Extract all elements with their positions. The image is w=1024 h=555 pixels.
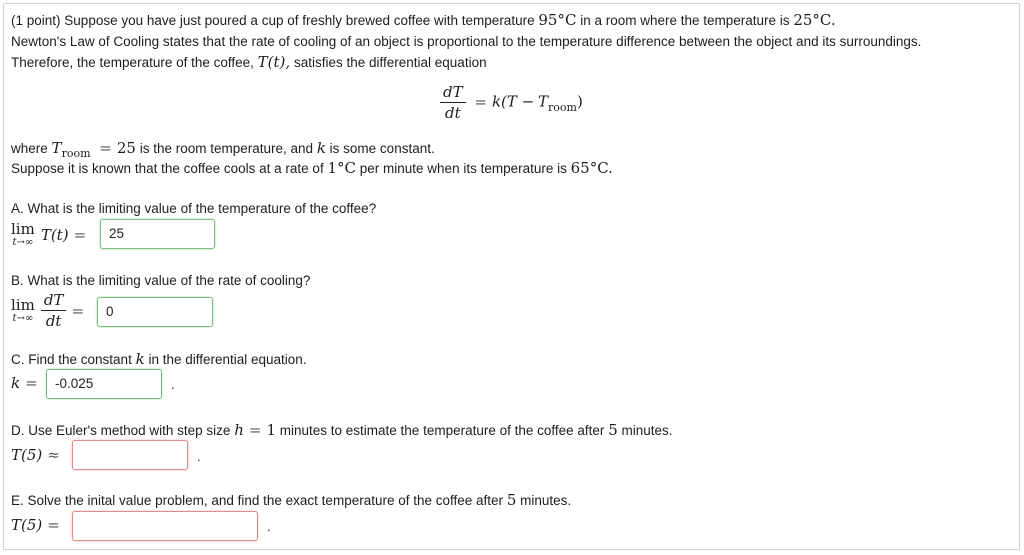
equals-sign: = xyxy=(25,374,38,392)
T-of-5: T(5) xyxy=(11,516,43,534)
equals-sign: = xyxy=(47,516,60,534)
time-value: 5 xyxy=(608,421,618,439)
equals-sign: = xyxy=(99,139,112,157)
intro-text-2: in a room where the temperature is xyxy=(580,13,790,28)
limit-operator xyxy=(11,222,35,248)
part-c-expression xyxy=(11,374,43,393)
T-of-5: T(5) xyxy=(11,446,43,464)
coffee-temperature: 95°C xyxy=(538,11,577,29)
fraction-denominator: dt xyxy=(45,312,62,330)
T-room-symbol: T xyxy=(538,92,549,111)
period: . xyxy=(197,449,201,464)
intro-line-1 xyxy=(11,11,836,30)
derivative-fraction xyxy=(41,292,67,330)
step-size-value: 1 xyxy=(266,421,276,439)
part-e-text-2: minutes. xyxy=(520,493,572,508)
equals-sign: = xyxy=(73,226,87,244)
part-e-expression xyxy=(11,516,65,535)
equals-sign: = xyxy=(248,421,262,439)
lim-text: lim xyxy=(11,220,35,238)
answer-input-a[interactable]: 25 xyxy=(100,219,215,249)
answer-input-e[interactable] xyxy=(72,511,258,541)
constant-k: k xyxy=(316,139,326,157)
fraction-numerator: dT xyxy=(440,84,466,103)
approx-sign: ≈ xyxy=(47,446,60,464)
where-text-3: is some constant. xyxy=(329,141,435,156)
fraction-numerator: dT xyxy=(41,292,67,311)
limit-subscript: t→∞ xyxy=(12,237,34,248)
equals-sign: = xyxy=(474,92,487,111)
intro-text-4: satisfies the differential equation xyxy=(293,55,487,70)
limit-expression: T(t) xyxy=(40,226,69,244)
room-temperature: 25°C. xyxy=(793,11,836,29)
part-d-text-3: minutes. xyxy=(621,423,673,438)
time-value: 5 xyxy=(506,491,517,509)
room-temp-value: 25 xyxy=(116,139,136,157)
part-b-expression xyxy=(11,292,89,330)
answer-input-c[interactable]: -0.025 xyxy=(46,369,162,399)
intro-line-3 xyxy=(11,53,487,72)
closing-paren: ) xyxy=(576,92,583,111)
where-text-2: is the room temperature, and xyxy=(139,141,314,156)
constant-k: k xyxy=(11,374,21,392)
suppose-line xyxy=(11,159,613,178)
function-T: T(t), xyxy=(257,53,291,71)
part-c-text: C. Find the constant xyxy=(11,352,132,367)
fraction-denominator: dt xyxy=(444,104,461,122)
differential-equation xyxy=(440,84,583,122)
intro-text: Suppose you have just poured a cup of freshly brewed coffee with temperature xyxy=(64,13,535,28)
answer-input-d[interactable] xyxy=(72,440,188,470)
room-subscript: room xyxy=(61,147,91,160)
part-d-expression xyxy=(11,446,65,465)
derivative-fraction xyxy=(440,84,466,122)
cooling-rate: 1°C xyxy=(327,159,356,177)
part-e-question xyxy=(11,491,571,510)
suppose-text: Suppose it is known that the coffee cools at a rate of xyxy=(11,161,324,176)
part-a-expression xyxy=(11,222,91,248)
where-text: where xyxy=(11,141,48,156)
part-d-text: D. Use Euler's method with step size xyxy=(11,423,231,438)
part-b-question: B. What is the limiting value of the rate of cooling? xyxy=(11,273,311,288)
period: . xyxy=(171,377,175,392)
given-temperature: 65°C. xyxy=(570,159,613,177)
step-size-h: h xyxy=(234,421,244,439)
part-d-question xyxy=(11,421,673,440)
part-a-question: A. What is the limiting value of the temperature of the coffee? xyxy=(11,201,377,216)
part-c-text-2: in the differential equation. xyxy=(148,352,307,367)
intro-line-2: Newton's Law of Cooling states that the rate of cooling of an object is proportional to the temperature difference between the object and its surroundings. xyxy=(11,34,922,49)
part-e-text: E. Solve the inital value problem, and find the exact temperature of the coffee after xyxy=(11,493,504,508)
period: . xyxy=(267,519,271,534)
equation-rhs: k(T − xyxy=(491,92,535,111)
limit-subscript: t→∞ xyxy=(12,313,34,324)
lim-text: lim xyxy=(11,296,35,314)
room-subscript: room xyxy=(548,100,577,114)
limit-operator xyxy=(11,298,35,324)
point-value: (1 point) xyxy=(11,13,61,28)
intro-text-3: Therefore, the temperature of the coffee, xyxy=(11,55,254,70)
constant-k: k xyxy=(135,350,145,368)
equals-sign: = xyxy=(71,302,85,320)
answer-input-b[interactable]: 0 xyxy=(97,297,213,327)
part-c-question xyxy=(11,350,307,369)
where-line xyxy=(11,139,435,159)
suppose-text-2: per minute when its temperature is xyxy=(359,161,567,176)
part-d-text-2: minutes to estimate the temperature of the coffee after xyxy=(279,423,605,438)
T-room-symbol: T xyxy=(51,139,62,157)
